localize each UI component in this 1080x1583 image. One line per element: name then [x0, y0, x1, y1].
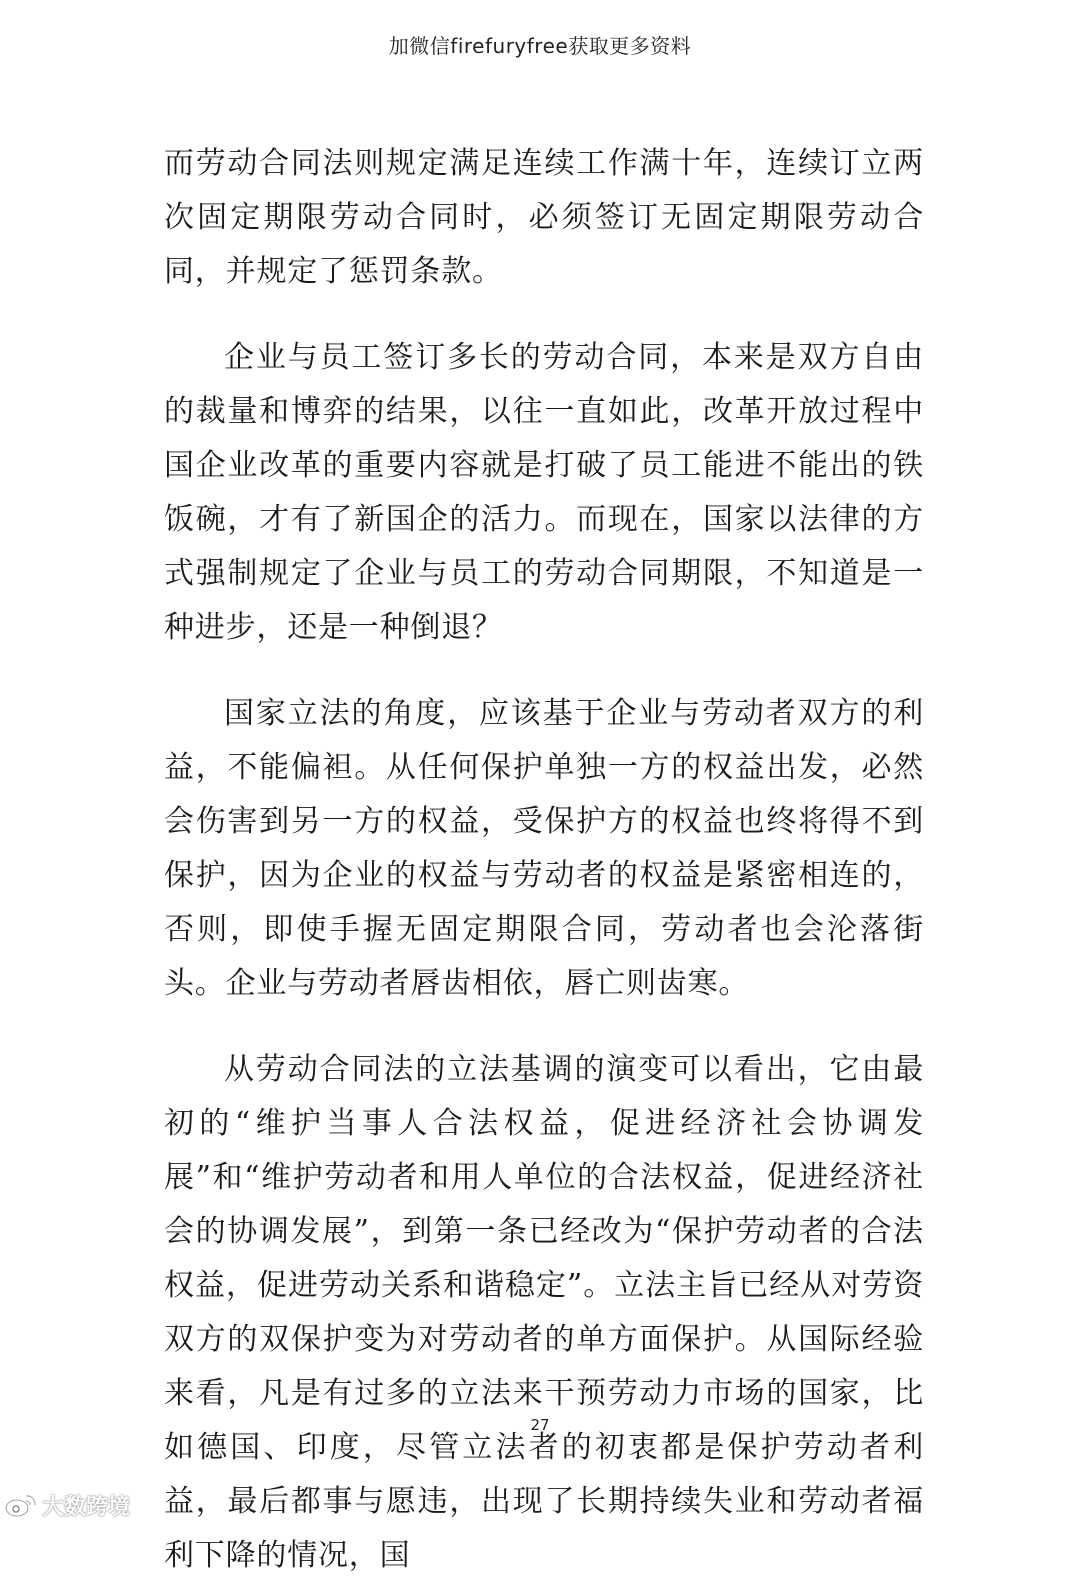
paragraph-1: 而劳动合同法则规定满足连续工作满十年，连续订立两次固定期限劳动合同时，必须签订无固定期限劳动合同，并规定了惩罚条款。 [164, 146, 924, 289]
paragraph-3: 国家立法的角度，应该基于企业与劳动者双方的利益，不能偏袒。从任何保护单独一方的权益出发，必然会伤害到另一方的权益，受保护方的权益也终将得不到保护，因为企业的权益与劳动者的权益是紧密相连的，否则，即使手握无固定期限合同，劳动者也会沦落街头。企业与劳动者唇齿相依，唇亡则齿寒。 [164, 696, 924, 1001]
page-header: 加微信firefuryfree获取更多资料 [388, 34, 692, 58]
paragraph-2: 企业与员工签订多长的劳动合同，本来是双方自由的裁量和博弈的结果，以往一直如此，改革开放过程中国企业改革的重要内容就是打破了员工能进不能出的铁饭碗，才有了新国企的活力。而现在，国家以法律的方式强制规定了企业与员工的劳动合同期限，不知道是一种进步，还是一种倒退？ [164, 340, 924, 645]
document-body [164, 137, 924, 1583]
paragraph-4: 从劳动合同法的立法基调的演变可以看出，它由最初的“维护当事人合法权益，促进经济社会协调发展”和“维护劳动者和用人单位的合法权益，促进经济社会的协调发展”，到第一条已经改为“保护劳动者的合法权益，促进劳动关系和谐稳定”。立法主旨已经从对劳资双方的双保护变为对劳动者的单方面保护。从国际经验来看，凡是有过多的立法来干预劳动力市场的国家，比如德国、印度，尽管立法者的初衷都是保护劳动者利益，最后都事与愿违，出现了长期持续失业和劳动者福利下降的情况，国 [164, 1052, 924, 1573]
watermark-text: 大数跨境 [42, 1494, 131, 1520]
weibo-logo-icon [4, 1492, 38, 1518]
page-number: 27 [530, 1416, 550, 1434]
watermark [4, 1490, 130, 1520]
